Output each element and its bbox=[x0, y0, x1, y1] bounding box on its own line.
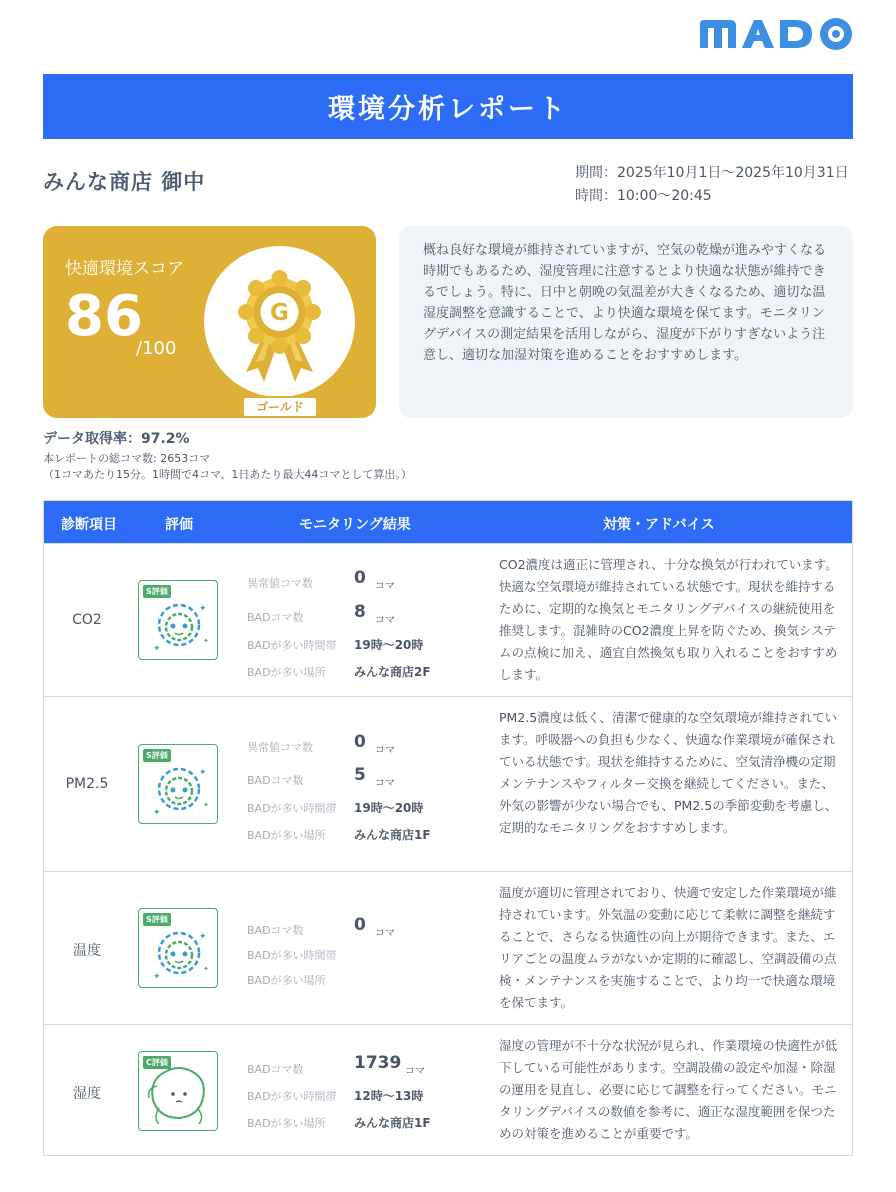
mado-logo bbox=[700, 18, 854, 50]
value-bad-count: 1739 bbox=[354, 1053, 402, 1073]
table-row bbox=[44, 871, 852, 1024]
row-advice: 温度が適切に管理されており、快適で安定した作業環境が維持されています。外気温の変動に応じて柔軟に調整を継続することで、さらなる快適性の向上が期待できます。また、エリアごとの温度ムラがないか定期的に確認し、空調設備の点検・メンテナンスを実施することで、より均一で快適な環境を保てます。 bbox=[499, 885, 837, 1010]
client-name: みんな商店 御中 bbox=[43, 170, 206, 194]
value-bad-time: 19時〜20時 bbox=[354, 801, 424, 815]
label-bad-time: BADが多い時間帯 bbox=[247, 1090, 337, 1103]
svg-text:✦: ✦ bbox=[203, 965, 209, 973]
unit-abnormal: コマ bbox=[375, 745, 395, 756]
report-period-block bbox=[575, 162, 849, 208]
label-bad-count: BADコマ数 bbox=[247, 611, 304, 624]
grade-tag: S評価 bbox=[143, 749, 171, 762]
score-value: 86 bbox=[65, 284, 143, 349]
acquisition-note: （1コマあたり15分。1時間で4コマ、1日あたり最大44コマとして算出。） bbox=[43, 468, 412, 481]
svg-text:✦: ✦ bbox=[199, 932, 207, 942]
value-abnormal: 0 bbox=[354, 732, 366, 752]
grade-tag: S評価 bbox=[143, 585, 171, 598]
gold-medal-icon bbox=[204, 246, 355, 397]
row-item-name: 湿度 bbox=[73, 1086, 101, 1102]
value-abnormal: 0 bbox=[354, 568, 366, 588]
value-bad-place: みんな商店1F bbox=[354, 828, 431, 842]
value-bad-place: みんな商店2F bbox=[354, 665, 431, 679]
row-item-name: CO2 bbox=[72, 612, 102, 628]
label-bad-place: BADが多い場所 bbox=[247, 1117, 326, 1130]
header-item: 診断項目 bbox=[61, 517, 117, 533]
header-monitoring: モニタリング結果 bbox=[299, 517, 411, 533]
row-advice: CO2濃度は適正に管理され、十分な換気が行われています。快適な空気環境が維持されている状態です。現状を維持するために、定期的な換気とモニタリングデバイスの継続使用を推奨します。混雑時のCO2濃度上昇を防ぐため、換気システムの点検に加え、適宜自然換気も取り入れることをおすすめします。 bbox=[499, 557, 838, 682]
label-bad-place: BADが多い場所 bbox=[247, 666, 326, 679]
row-advice: 湿度の管理が不十分な状況が見られ、作業環境の快適性が低下している可能性があります。空調設備の設定や加湿・除湿の運用を見直し、必要に応じて調整を行ってください。モニタリングデバイスの数値を参考に、適正な湿度範囲を保つための対策を進めることが重要です。 bbox=[499, 1038, 838, 1141]
score-label: 快適環境スコア bbox=[65, 259, 184, 279]
grade-box bbox=[138, 1051, 218, 1131]
table-row bbox=[44, 543, 852, 696]
unit-abnormal: コマ bbox=[375, 581, 395, 592]
unit-bad-count: コマ bbox=[375, 615, 395, 626]
grade-tag: C評価 bbox=[143, 1056, 171, 1069]
value-bad-count: 0 bbox=[354, 915, 366, 935]
rank-badge: ゴールド bbox=[242, 396, 318, 418]
svg-text:✦: ✦ bbox=[203, 637, 209, 645]
report-title-bar bbox=[43, 74, 853, 139]
row-item-name: 温度 bbox=[73, 943, 101, 959]
unit-bad-count: コマ bbox=[375, 778, 395, 789]
label-abnormal: 異常値コマ数 bbox=[247, 577, 313, 590]
label-bad-place: BADが多い場所 bbox=[247, 829, 326, 842]
row-item-name: PM2.5 bbox=[65, 776, 109, 792]
table-row bbox=[44, 1024, 852, 1155]
acquisition-rate: データ取得率：97.2% bbox=[43, 431, 190, 447]
header-advice: 対策・アドバイス bbox=[603, 517, 715, 533]
summary-text: 概ね良好な環境が維持されていますが、空気の乾燥が進みやすくなる時期でもあるため、湿度管理に注意するとより快適な状態が維持できるでしょう。特に、日中と朝晩の気温差が大きくなるため、適切な温湿度調整を意識することで、より快適な環境を保てます。モニタリングデバイスの測定結果を活用しながら、湿度が下がりすぎないよう注意し、適切な加湿対策を進めることをおすすめします。 bbox=[399, 226, 853, 418]
svg-text:✦: ✦ bbox=[153, 972, 161, 982]
grade-box bbox=[138, 580, 218, 660]
value-bad-time: 19時〜20時 bbox=[354, 638, 424, 652]
label-bad-time: BADが多い時間帯 bbox=[247, 639, 337, 652]
svg-text:✦: ✦ bbox=[199, 604, 207, 614]
svg-text:✦: ✦ bbox=[203, 801, 209, 809]
grade-tag: S評価 bbox=[143, 913, 171, 926]
value-bad-count: 8 bbox=[354, 602, 366, 622]
medal-area bbox=[204, 246, 355, 414]
svg-text:✦: ✦ bbox=[199, 768, 207, 778]
label-bad-time: BADが多い時間帯 bbox=[247, 949, 337, 962]
value-bad-time: 12時〜13時 bbox=[354, 1089, 424, 1103]
diagnosis-table bbox=[43, 500, 853, 1156]
unit-bad-count: コマ bbox=[375, 928, 395, 939]
report-title: 環境分析レポート bbox=[328, 94, 568, 125]
header-grade: 評価 bbox=[165, 517, 193, 533]
row-advice: PM2.5濃度は低く、清潔で健康的な空気環境が維持されています。呼吸器への負担も少なく、快適な作業環境が確保されている状態です。現状を維持するために、空気清浄機の定期メンテナンスやフィルター交換を継続してください。また、外気の影響が少ない場合でも、PM2.5の季節変動を考慮し、定期的なモニタリングをおすすめします。 bbox=[499, 710, 838, 835]
svg-text:✦: ✦ bbox=[153, 808, 161, 818]
table-row bbox=[44, 696, 852, 871]
unit-bad-count: コマ bbox=[405, 1066, 425, 1077]
svg-text:✦: ✦ bbox=[153, 644, 161, 654]
label-abnormal: 異常値コマ数 bbox=[247, 741, 313, 754]
medal-letter: G bbox=[270, 300, 289, 326]
report-hours: 時間：10:00〜20:45 bbox=[575, 188, 712, 204]
label-bad-count: BADコマ数 bbox=[247, 1063, 304, 1076]
score-max: /100 bbox=[136, 338, 177, 359]
label-bad-count: BADコマ数 bbox=[247, 924, 304, 937]
value-bad-place: みんな商店1F bbox=[354, 1116, 431, 1130]
label-bad-place: BADが多い場所 bbox=[247, 974, 326, 987]
value-bad-count: 5 bbox=[354, 765, 366, 785]
score-card bbox=[43, 226, 376, 418]
acquisition-total: 本レポートの総コマ数: 2653コマ bbox=[43, 452, 211, 465]
label-bad-time: BADが多い時間帯 bbox=[247, 802, 337, 815]
table-header bbox=[44, 501, 852, 543]
label-bad-count: BADコマ数 bbox=[247, 774, 304, 787]
grade-box bbox=[138, 744, 218, 824]
grade-box bbox=[138, 908, 218, 988]
report-period: 期間：2025年10月1日〜2025年10月31日 bbox=[575, 165, 849, 181]
